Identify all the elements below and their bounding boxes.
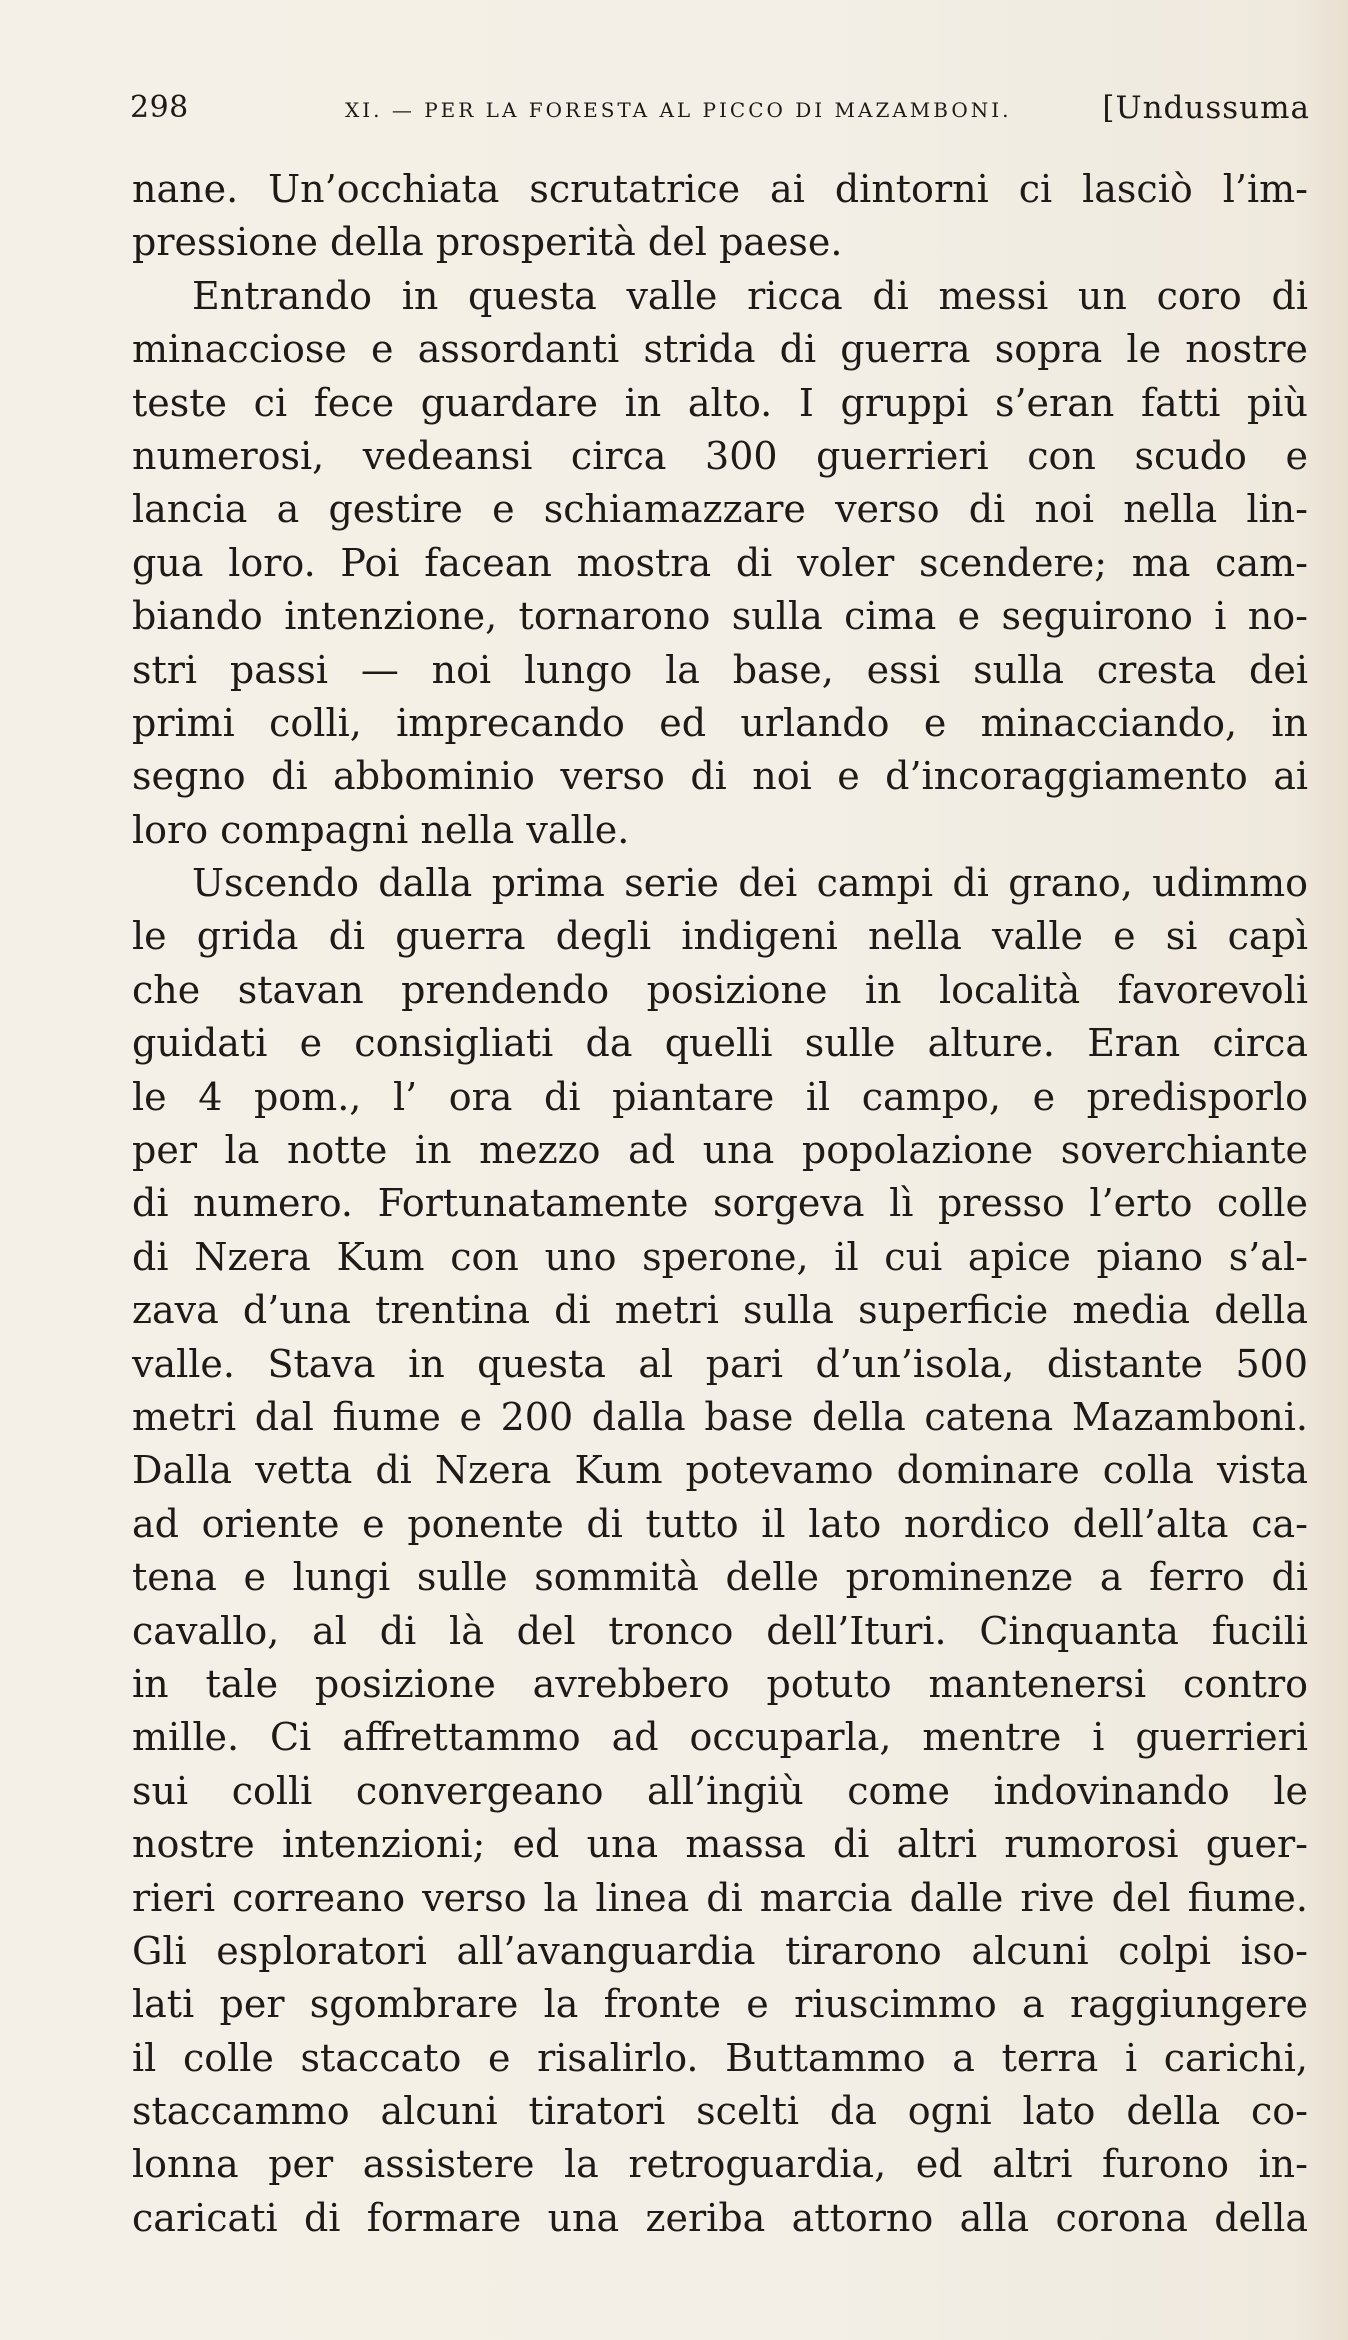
text-line: staccammo alcuni tiratori scelti da ogni lato della co- bbox=[132, 2089, 1308, 2134]
text-line: guidati e consigliati da quelli sulle alture. Eran circa bbox=[132, 1021, 1308, 1066]
chapter-heading: XI. — PER LA FORESTA AL PICCO DI MAZAMBONI. bbox=[345, 98, 1012, 122]
body-text bbox=[132, 163, 1308, 2245]
text-line: caricati di formare una zeriba attorno alla corona della bbox=[132, 2195, 1308, 2240]
text-line: zava d’una trentina di metri sulla superficie media della bbox=[132, 1288, 1308, 1333]
text-line: per la notte in mezzo ad una popolazione soverchiante bbox=[132, 1128, 1308, 1173]
text-line: biando intenzione, tornarono sulla cima e seguirono i no- bbox=[132, 594, 1308, 639]
text-line: il colle staccato e risalirlo. Buttammo a terra i carichi, bbox=[132, 2035, 1308, 2080]
text-line: di numero. Fortunatamente sorgeva lì presso l’erto colle bbox=[132, 1181, 1308, 1226]
text-line: teste ci fece guardare in alto. I gruppi s’eran fatti più bbox=[132, 380, 1308, 425]
running-head bbox=[130, 90, 1310, 130]
text-line: primi colli, imprecando ed urlando e minacciando, in bbox=[132, 700, 1308, 745]
text-line: gua loro. Poi facean mostra di voler scendere; ma cam- bbox=[132, 540, 1308, 585]
text-line: lonna per assistere la retroguardia, ed altri furono in- bbox=[132, 2142, 1308, 2187]
text-line: valle. Stava in questa al pari d’un’isola, distante 500 bbox=[132, 1341, 1308, 1386]
text-line: in tale posizione avrebbero potuto mantenersi contro bbox=[132, 1661, 1308, 1706]
page-number: 298 bbox=[130, 90, 189, 125]
text-line: ad oriente e ponente di tutto il lato nordico dell’alta ca- bbox=[132, 1501, 1308, 1546]
text-line: segno di abbominio verso di noi e d’incoraggiamento ai bbox=[132, 754, 1308, 799]
text-line: lati per sgombrare la fronte e riuscimmo a raggiungere bbox=[132, 1982, 1308, 2027]
text-line: rieri correano verso la linea di marcia dalle rive del fiume. bbox=[132, 1875, 1308, 1920]
text-line: le grida di guerra degli indigeni nella valle e si capì bbox=[132, 914, 1308, 959]
chapter-side-note: [Undussuma bbox=[1102, 90, 1310, 126]
text-line: sui colli convergeano all’ingiù come indovinando le bbox=[132, 1768, 1308, 1813]
text-line: Gli esploratori all’avanguardia tirarono alcuni colpi iso- bbox=[132, 1928, 1308, 1973]
text-line: nostre intenzioni; ed una massa di altri rumorosi guer- bbox=[132, 1822, 1308, 1867]
text-line: loro compagni nella valle. bbox=[132, 807, 630, 852]
text-line: le 4 pom., l’ ora di piantare il campo, e predisporlo bbox=[132, 1074, 1308, 1119]
text-line: Dalla vetta di Nzera Kum potevamo dominare colla vista bbox=[132, 1448, 1308, 1493]
text-line: di Nzera Kum con uno sperone, il cui apice piano s’al- bbox=[132, 1234, 1308, 1279]
text-line: pressione della prosperità del paese. bbox=[132, 220, 843, 265]
text-line: stri passi — noi lungo la base, essi sulla cresta dei bbox=[132, 647, 1308, 692]
text-line: minacciose e assordanti strida di guerra sopra le nostre bbox=[132, 327, 1308, 372]
text-line: tena e lungi sulle sommità delle prominenze a ferro di bbox=[132, 1555, 1308, 1600]
text-line: numerosi, vedeansi circa 300 guerrieri con scudo e bbox=[132, 433, 1308, 478]
paragraph-start-line: Uscendo dalla prima serie dei campi di grano, udimmo bbox=[192, 861, 1308, 906]
text-line: cavallo, al di là del tronco dell’Ituri. Cinquanta fucili bbox=[132, 1608, 1308, 1653]
text-line: nane. Un’occhiata scrutatrice ai dintorni ci lasciò l’im- bbox=[132, 167, 1308, 211]
text-line: che stavan prendendo posizione in località favorevoli bbox=[132, 967, 1308, 1012]
paragraph-start-line: Entrando in questa valle ricca di messi un coro di bbox=[192, 273, 1308, 318]
text-line: lancia a gestire e schiamazzare verso di noi nella lin- bbox=[132, 487, 1308, 532]
text-line: metri dal fiume e 200 dalla base della catena Mazamboni. bbox=[132, 1394, 1308, 1439]
text-line: mille. Ci affrettammo ad occuparla, mentre i guerrieri bbox=[132, 1715, 1308, 1760]
